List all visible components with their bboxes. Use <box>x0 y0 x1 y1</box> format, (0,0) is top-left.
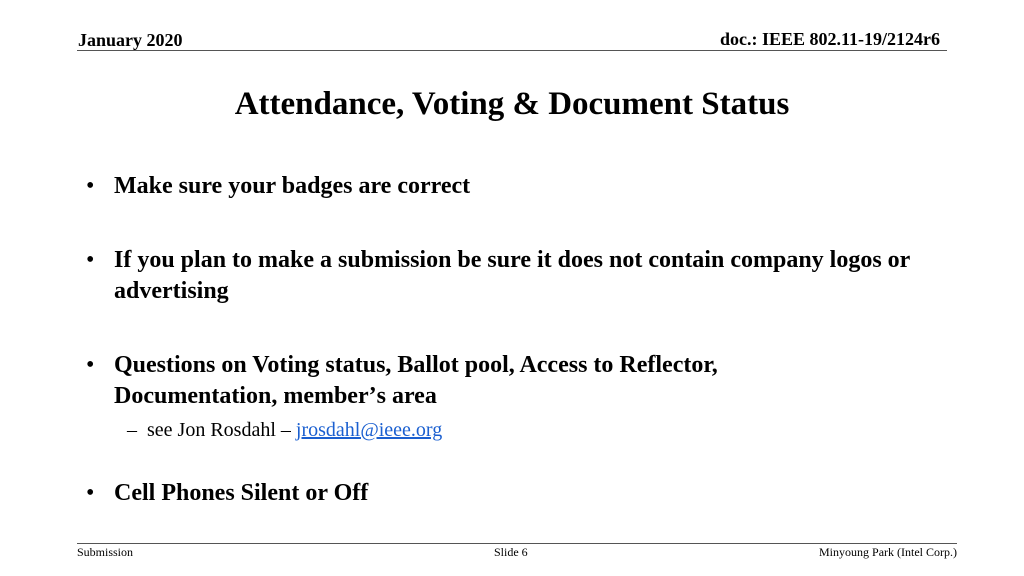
bullet-text: Make sure your badges are correct <box>114 173 471 199</box>
email-link[interactable]: jrosdahl@ieee.org <box>295 419 443 441</box>
footer-submission: Submission <box>77 545 134 559</box>
bullet-dot-icon: • <box>86 247 95 273</box>
header-divider <box>77 50 947 51</box>
bullet-text: Cell Phones Silent or Off <box>114 480 369 506</box>
header-date: January 2020 <box>78 30 183 50</box>
slide-title: Attendance, Voting & Document Status <box>234 86 790 122</box>
bullet-dot-icon: • <box>86 173 95 199</box>
header-doc-id: doc.: IEEE 802.11-19/2124r6 <box>719 29 940 49</box>
bullet-text: Questions on Voting status, Ballot pool, Access to Reflector, Documentation, memberʼs area <box>114 352 718 409</box>
sub-bullet-text: see Jon Rosdahl – <box>147 419 296 441</box>
dash-icon: – <box>127 419 137 441</box>
bullet-text: If you plan to make a submission be sure it does not contain company logos or advertising <box>114 247 910 304</box>
bullet-dot-icon: • <box>86 480 95 506</box>
footer-divider <box>77 543 957 544</box>
bullet-dot-icon: • <box>86 352 95 378</box>
footer-author: Minyoung Park (Intel Corp.) <box>819 545 957 559</box>
footer-slide-number: Slide 6 <box>494 545 528 559</box>
